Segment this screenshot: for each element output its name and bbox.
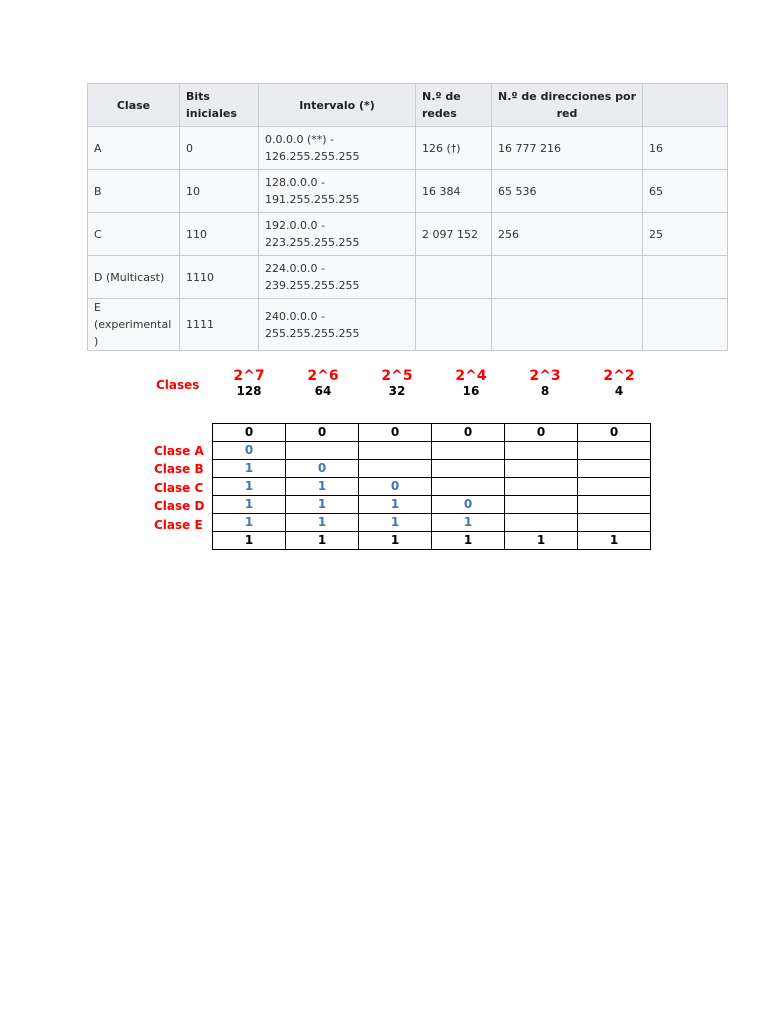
power-exponent: 2^5 <box>381 368 413 384</box>
bits-row-clase-b <box>213 460 651 478</box>
bit-cell: 1 <box>286 496 359 514</box>
cell-clase: E (experimental) <box>88 299 180 351</box>
power-value: 16 <box>462 384 480 398</box>
power-column <box>508 368 582 398</box>
cell-n-redes: 16 384 <box>416 170 492 213</box>
header-clase: Clase <box>88 84 180 127</box>
cell-n-direcciones: 65 536 <box>492 170 643 213</box>
bit-cell: 1 <box>213 514 286 532</box>
bit-cell: 1 <box>213 478 286 496</box>
power-value: 4 <box>614 384 624 398</box>
row-label-clase-b: Clase B <box>154 462 204 476</box>
bits-row-clase-c <box>213 478 651 496</box>
bit-cell <box>359 460 432 478</box>
header-truncated <box>643 84 728 127</box>
table-row <box>88 213 728 256</box>
bit-cell: 0 <box>578 424 651 442</box>
header-n-direcciones: N.º de direcciones por red <box>492 84 643 127</box>
cell-intervalo: 192.0.0.0 - 223.255.255.255 <box>259 213 416 256</box>
bits-row-clase-a <box>213 442 651 460</box>
bit-cell: 0 <box>432 424 505 442</box>
cell-bits: 1110 <box>180 256 259 299</box>
bit-cell: 0 <box>213 442 286 460</box>
bit-cell: 1 <box>213 532 286 550</box>
power-value: 128 <box>236 384 262 398</box>
power-exponent: 2^4 <box>455 368 487 384</box>
cell-clase: A <box>88 127 180 170</box>
cell-n-direcciones: 16 777 216 <box>492 127 643 170</box>
power-column <box>582 368 656 398</box>
power-exponent: 2^3 <box>529 368 561 384</box>
bit-cell <box>505 514 578 532</box>
bit-cell <box>578 514 651 532</box>
row-label-clase-a: Clase A <box>154 444 204 458</box>
cell-n-redes: 2 097 152 <box>416 213 492 256</box>
bit-cell: 0 <box>432 496 505 514</box>
bit-cell: 0 <box>286 460 359 478</box>
cell-bits: 0 <box>180 127 259 170</box>
row-label-clase-c: Clase C <box>154 481 204 495</box>
row-label-clase-d: Clase D <box>154 499 205 513</box>
bit-cell <box>432 478 505 496</box>
cell-truncated <box>643 299 728 351</box>
table-row <box>88 170 728 213</box>
bit-cell: 1 <box>286 478 359 496</box>
cell-truncated: 16 <box>643 127 728 170</box>
cell-n-redes <box>416 299 492 351</box>
bit-cell: 0 <box>359 424 432 442</box>
bit-cell <box>578 478 651 496</box>
bit-cell <box>505 460 578 478</box>
cell-bits: 110 <box>180 213 259 256</box>
power-column <box>360 368 434 398</box>
bit-cell: 0 <box>286 424 359 442</box>
bits-grid <box>212 423 651 550</box>
table-header-row <box>88 84 728 127</box>
bit-cell <box>578 496 651 514</box>
cell-n-redes <box>416 256 492 299</box>
bit-cell: 1 <box>578 532 651 550</box>
power-value: 64 <box>314 384 332 398</box>
ip-classes-table <box>87 83 728 351</box>
bit-cell <box>505 478 578 496</box>
bit-cell: 1 <box>359 496 432 514</box>
bit-cell <box>578 442 651 460</box>
bit-cell: 0 <box>505 424 578 442</box>
bit-cell: 1 <box>286 514 359 532</box>
bits-row-clase-d <box>213 496 651 514</box>
bit-cell <box>505 442 578 460</box>
power-column <box>212 368 286 398</box>
cell-n-direcciones <box>492 256 643 299</box>
cell-intervalo: 224.0.0.0 - 239.255.255.255 <box>259 256 416 299</box>
bit-cell <box>359 442 432 460</box>
bit-cell: 0 <box>359 478 432 496</box>
power-value: 8 <box>540 384 550 398</box>
table-row <box>88 299 728 351</box>
power-value: 32 <box>388 384 406 398</box>
cell-clase: D (Multicast) <box>88 256 180 299</box>
cell-truncated <box>643 256 728 299</box>
cell-n-redes: 126 (†) <box>416 127 492 170</box>
bit-cell: 1 <box>213 460 286 478</box>
header-n-redes: N.º de redes <box>416 84 492 127</box>
cell-truncated: 65 <box>643 170 728 213</box>
power-exponent: 2^2 <box>603 368 635 384</box>
bit-cell <box>432 460 505 478</box>
bit-cell: 1 <box>505 532 578 550</box>
cell-intervalo: 128.0.0.0 - 191.255.255.255 <box>259 170 416 213</box>
bit-cell: 1 <box>359 532 432 550</box>
power-exponent: 2^6 <box>307 368 339 384</box>
cell-intervalo: 240.0.0.0 - 255.255.255.255 <box>259 299 416 351</box>
bits-row-clase-e <box>213 514 651 532</box>
cell-clase: B <box>88 170 180 213</box>
cell-clase: C <box>88 213 180 256</box>
bit-cell <box>578 460 651 478</box>
header-intervalo: Intervalo (*) <box>259 84 416 127</box>
bit-cell <box>286 442 359 460</box>
cell-n-direcciones <box>492 299 643 351</box>
row-label-clase-e: Clase E <box>154 518 203 532</box>
bits-top-row <box>213 424 651 442</box>
power-column <box>434 368 508 398</box>
bit-cell: 1 <box>432 532 505 550</box>
power-column <box>286 368 360 398</box>
table-row <box>88 127 728 170</box>
table-row <box>88 256 728 299</box>
bits-bottom-row <box>213 532 651 550</box>
bit-cell: 0 <box>213 424 286 442</box>
cell-bits: 10 <box>180 170 259 213</box>
bit-cell: 1 <box>286 532 359 550</box>
bit-cell <box>505 496 578 514</box>
cell-bits: 1111 <box>180 299 259 351</box>
cell-n-direcciones: 256 <box>492 213 643 256</box>
ip-classes-table-image <box>87 83 663 348</box>
bit-cell: 1 <box>432 514 505 532</box>
header-bits-iniciales: Bits iniciales <box>180 84 259 127</box>
cell-intervalo: 0.0.0.0 (**) - 126.255.255.255 <box>259 127 416 170</box>
clases-label: Clases <box>156 378 200 392</box>
power-exponent: 2^7 <box>233 368 265 384</box>
bit-cell: 1 <box>213 496 286 514</box>
bit-cell: 1 <box>359 514 432 532</box>
cell-truncated: 25 <box>643 213 728 256</box>
bit-cell <box>432 442 505 460</box>
